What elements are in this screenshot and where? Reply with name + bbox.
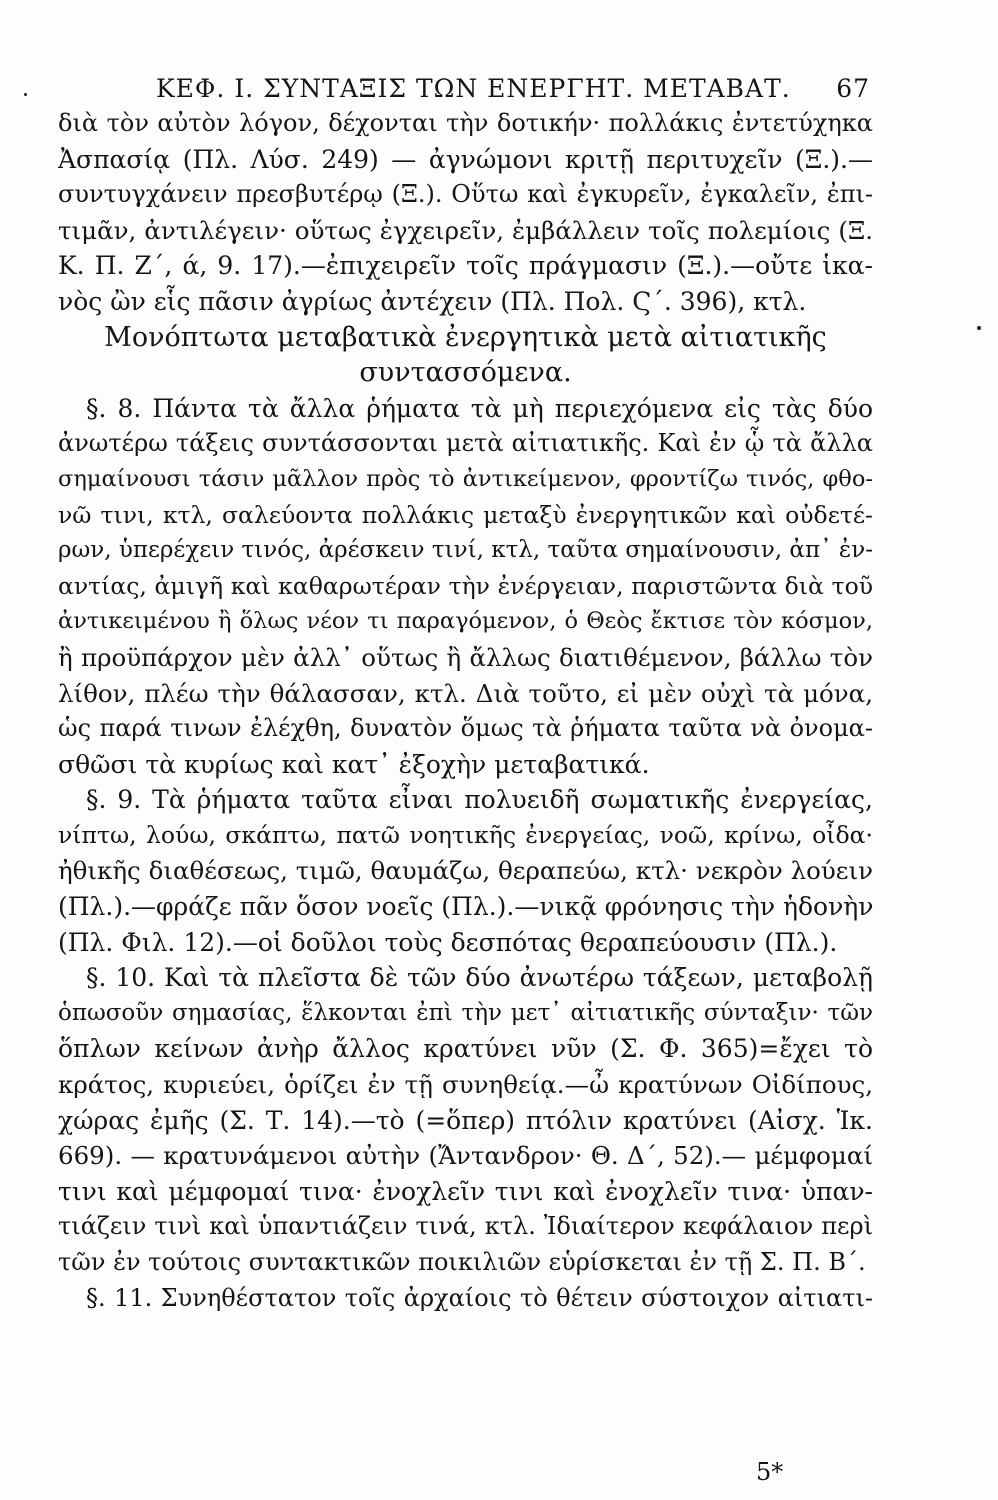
section-heading: Μονόπτωτα μεταβατικὰ ἐνεργητικὰ μετὰ αἰτιατικῆς xyxy=(104,321,827,353)
text-line: κράτος, κυριεύει, ὁρίζει ἐν τῇ συνηθείᾳ.—ὦ κρατύνων Οἰδίπους, xyxy=(58,1070,873,1100)
text-line: τινι καὶ μέμφομαί τινα· ἐνοχλεῖν τινι καὶ ἐνοχλεῖν τινα· ὑπαν- xyxy=(58,1176,873,1206)
text-line: τῶν ἐν τούτοις συντακτικῶν ποικιλιῶν εὑρίσκεται ἐν τῇ Σ. Π. Β΄. xyxy=(58,1248,866,1276)
text-line: σημαίνουσι τάσιν μᾶλλον πρὸς τὸ ἀντικείμενον, φροντίζω τινός, φθο- xyxy=(58,465,873,492)
paragraph-9-start: §. 9. Τὰ ῥήματα ταῦτα εἶναι πολυειδῆ σωματικῆς ἐνεργείας, xyxy=(86,785,873,815)
paragraph-10-start: §. 10. Καὶ τὰ πλεῖστα δὲ τῶν δύο ἀνωτέρω τάξεων, μεταβολῇ xyxy=(86,963,873,993)
text-line: (Πλ.).—φράζε πᾶν ὅσον νοεῖς (Πλ.).—νικᾷ φρόνησις τὴν ἡδονὴν xyxy=(58,892,873,922)
text-line: Κ. Π. Ζ΄, ά, 9. 17).—ἐπιχειρεῖν τοῖς πράγμασιν (Ξ.).—οὔτε ἱκα- xyxy=(58,251,873,281)
text-line: αντίας, ἀμιγῆ καὶ καθαρωτέραν τὴν ἐνέργειαν, παριστῶντα διὰ τοῦ xyxy=(58,571,873,600)
text-line: σθῶσι τὰ κυρίως καὶ κατ᾽ ἐξοχὴν μεταβατικά. xyxy=(58,749,650,779)
text-line: ὁπωσοῦν σημασίας, ἕλκονται ἐπὶ τὴν μετ᾽ αἰτιατικῆς σύνταξιν· τῶν xyxy=(58,999,873,1026)
text-line: (Πλ. Φιλ. 12).—οἱ δοῦλοι τοὺς δεσπότας θεραπεύουσιν (Πλ.). xyxy=(58,927,838,957)
text-line: λίθον, πλέω τὴν θάλασσαν, κτλ. Διὰ τοῦτο, εἰ μὲν οὐχὶ τὰ μόνα, xyxy=(58,678,873,708)
text-line: Ἀσπασίᾳ (Πλ. Λύσ. 249) — ἀγνώμονι κριτῇ περιτυχεῖν (Ξ.).— xyxy=(58,144,873,174)
paper-speck xyxy=(977,326,981,330)
body-text xyxy=(58,106,873,1316)
text-line: τιάζειν τινὶ καὶ ὑπαντιάζειν τινά, κτλ. Ἰδιαίτερον κεφάλαιον περὶ xyxy=(58,1212,873,1241)
text-line: ὡς παρά τινων ἐλέχθη, δυνατὸν ὅμως τὰ ῥήματα ταῦτα νὰ ὀνομα- xyxy=(58,714,873,743)
text-line: νίπτω, λούω, σκάπτω, πατῶ νοητικῆς ἐνεργείας, νοῶ, κρίνω, οἶδα· xyxy=(58,820,873,849)
text-line: νῶ τινι, κτλ, σαλεύοντα πολλάκις μεταξὺ ἐνεργητικῶν καὶ οὐδετέ- xyxy=(58,500,873,529)
paragraph-8-start: §. 8. Πάντα τὰ ἄλλα ῥήματα τὰ μὴ περιεχόμενα εἰς τὰς δύο xyxy=(86,393,873,423)
text-line: ἢ προϋπάρχον μὲν ἀλλ᾽ οὕτως ἢ ἄλλως διατιθέμενον, βάλλω τὸν xyxy=(58,642,873,672)
paragraph-11-start: §. 11. Συνηθέστατον τοῖς ἀρχαίοις τὸ θέτειν σύστοιχον αἰτιατι- xyxy=(86,1283,873,1312)
text-line: νὸς ὢν εἷς πᾶσιν ἀγρίως ἀντέχειν (Πλ. Πολ. Ϛ΄. 396), κτλ. xyxy=(58,286,807,316)
text-line: ἀνωτέρω τάξεις συντάσσονται μετὰ αἰτιατικῆς. Καὶ ἐν ᾧ τὰ ἄλλα xyxy=(58,429,873,458)
text-line: ρων, ὑπερέχειν τινός, ἀρέσκειν τινί, κτλ, ταῦτα σημαίνουσιν, ἀπ᾽ ἐν- xyxy=(58,537,873,564)
text-line: 669). — κρατυνάμενοι αὐτὴν (Ἄντανδρον· Θ. Δ΄, 52).— μέμφομαί xyxy=(58,1141,873,1171)
page-number: 67 xyxy=(836,74,870,103)
running-title: ΚΕΦ. Ι. ΣΥΝΤΑΞΙΣ ΤΩΝ ΕΝΕΡΓΗΤ. ΜΕΤΑΒΑΤ. xyxy=(156,74,791,103)
signature-mark: 5* xyxy=(756,1458,784,1486)
text-line: διὰ τὸν αὐτὸν λόγον, δέχονται τὴν δοτικήν· πολλάκις ἐντετύχηκα xyxy=(58,109,873,137)
text-line: τιμᾶν, ἀντιλέγειν· οὕτως ἐγχειρεῖν, ἐμβάλλειν τοῖς πολεμίοις (Ξ. xyxy=(58,215,873,245)
text-line: χώρας ἐμῆς (Σ. Τ. 14).—τὸ (=ὅπερ) πτόλιν κρατύνει (Αἰσχ. Ἱκ. xyxy=(58,1105,873,1135)
text-line: ὅπλων κείνων ἀνὴρ ἄλλος κρατύνει νῦν (Σ. Φ. 365)=ἔχει τὸ xyxy=(58,1034,873,1064)
text-line: ἀντικειμένου ἢ ὅλως νέον τι παραγόμενον, ὁ Θεὸς ἔκτισε τὸν κόσμον, xyxy=(58,608,873,635)
paper-speck xyxy=(24,93,27,96)
text-line: συντυγχάνειν πρεσβυτέρῳ (Ξ.). Οὕτω καὶ ἐγκυρεῖν, ἐγκαλεῖν, ἐπι- xyxy=(58,180,873,209)
text-line: ἠθικῆς διαθέσεως, τιμῶ, θαυμάζω, θεραπεύω, κτλ· νεκρὸν λούειν xyxy=(58,856,873,886)
section-heading-cont: συντασσόμενα. xyxy=(359,357,572,389)
